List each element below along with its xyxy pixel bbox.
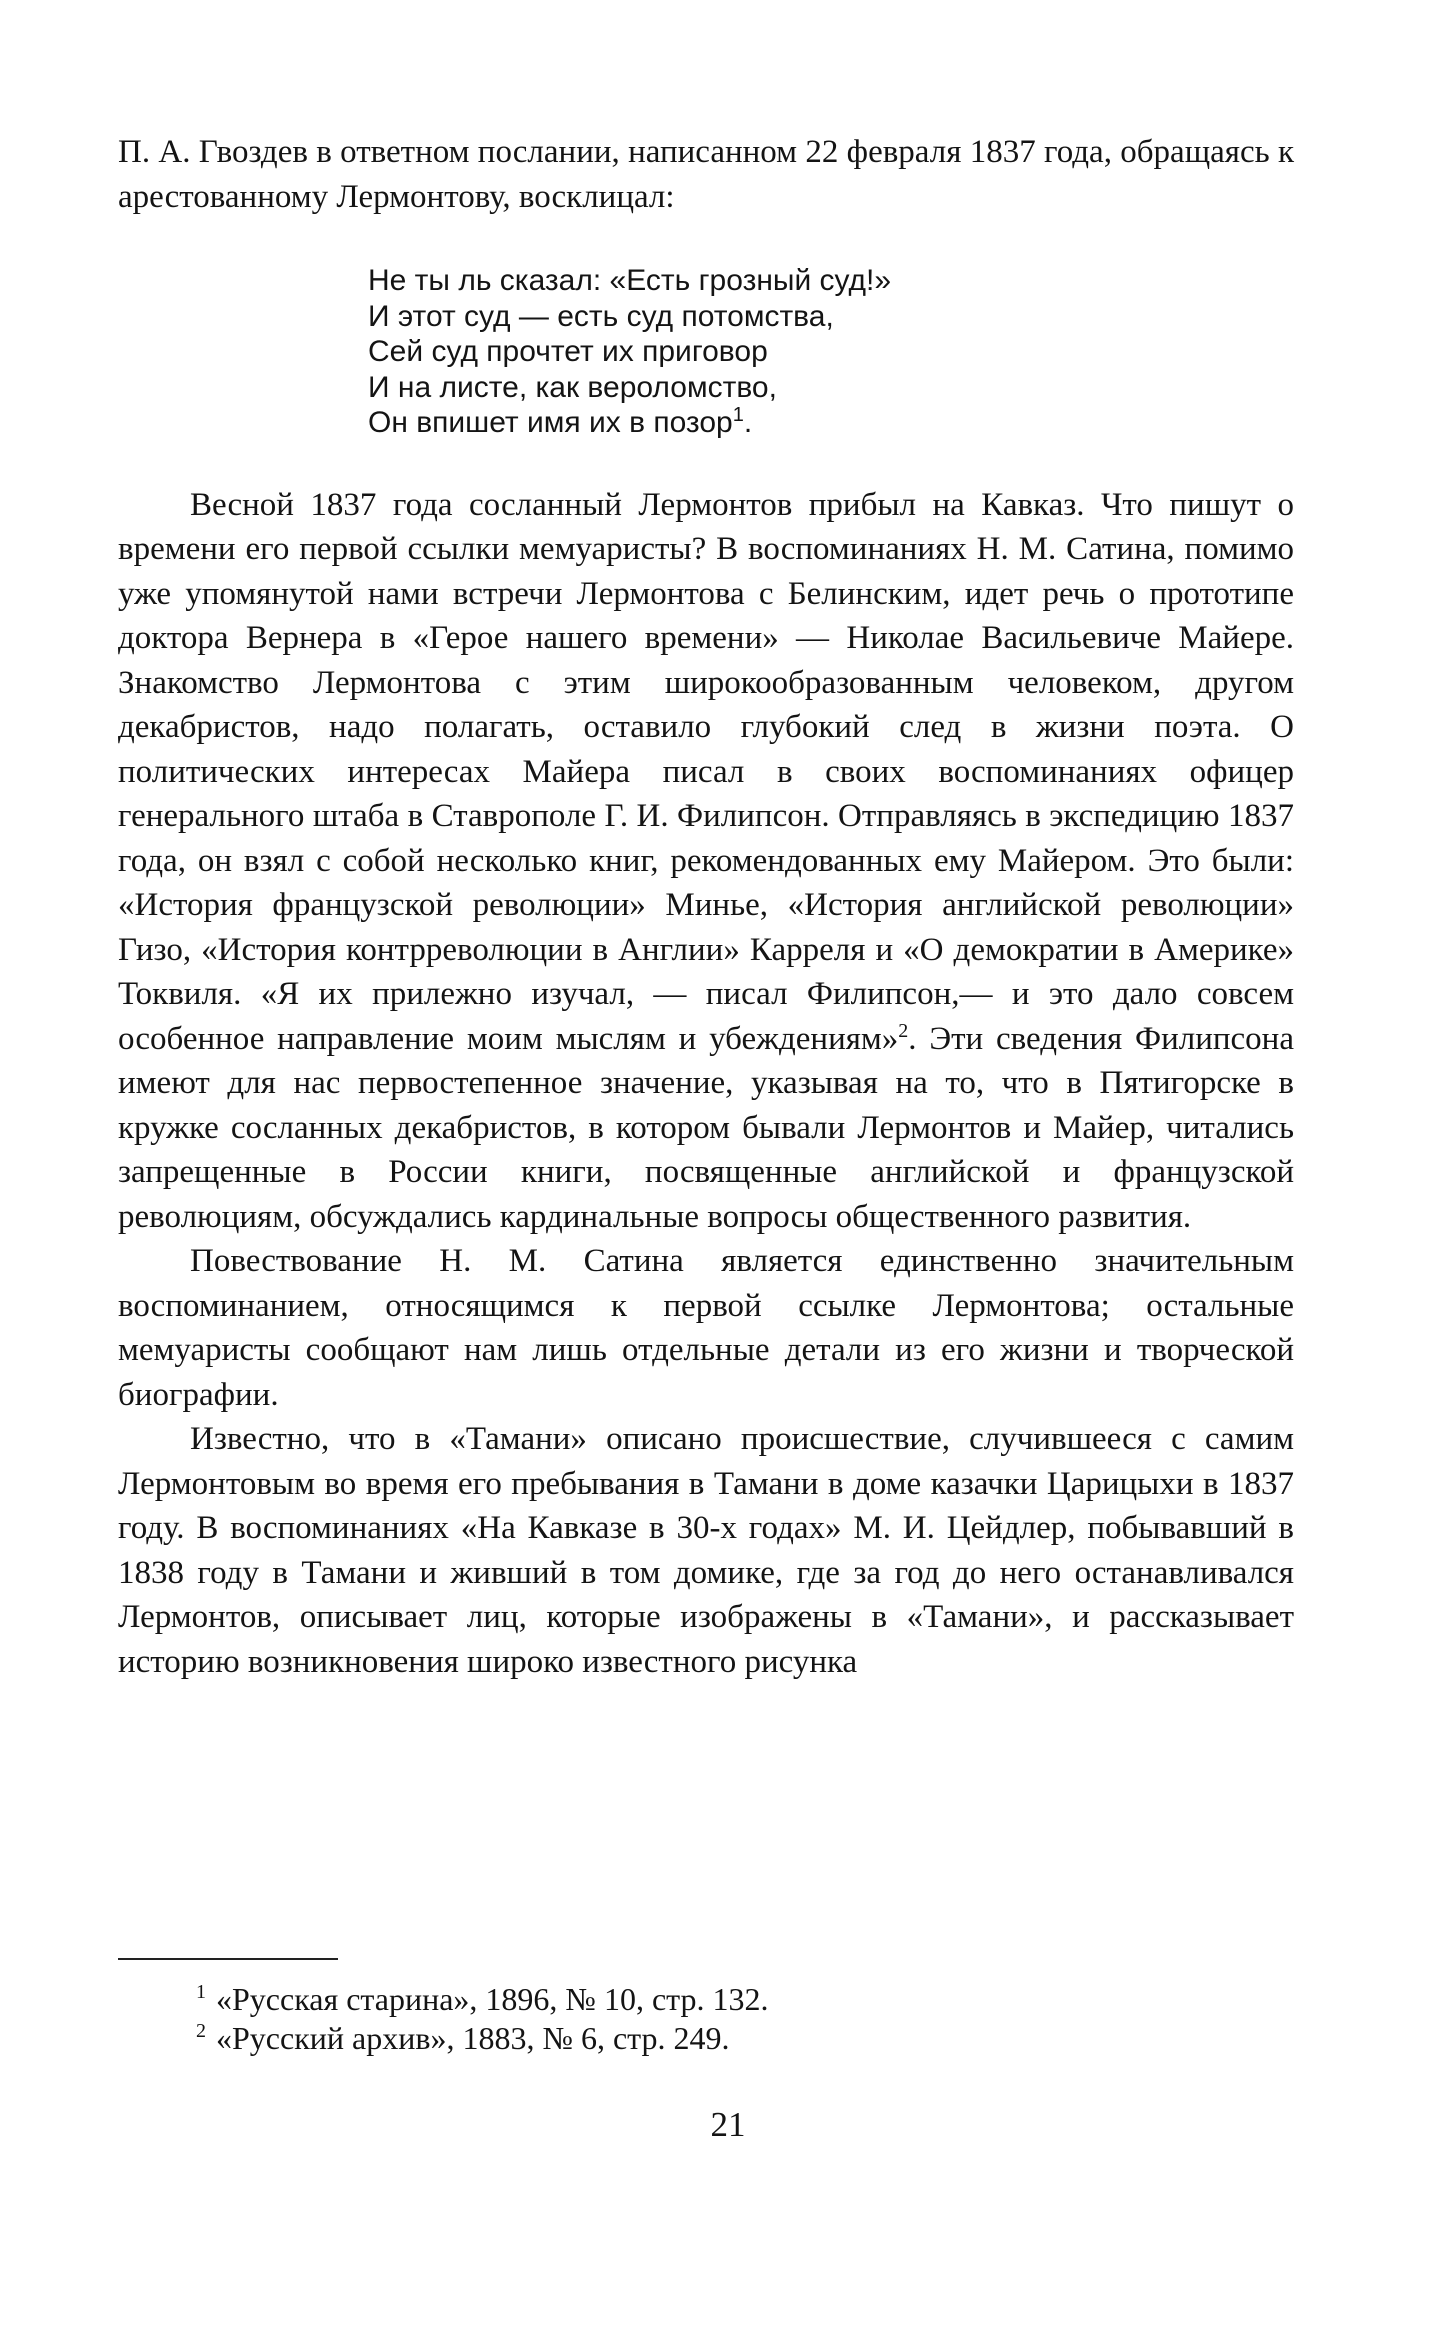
- poem-line: Не ты ль сказал: «Есть грозный суд!»: [368, 264, 892, 297]
- footnote-2: [196, 2019, 1196, 2058]
- page-body: [118, 130, 1294, 1684]
- footnote-mark: 1: [196, 1981, 206, 2004]
- poem-line-last: [368, 405, 1294, 441]
- footnote-text: «Русская старина», 1896, № 10, стр. 132.: [216, 1981, 769, 2017]
- paragraph-exile-continuation: . Эти сведения Филипсона имеют для нас первостепенное значение, указывая на то, что в Пятигорске в кружке сосланных декабристов, в котором бывали Лермонтов и Майер, читались запрещенные в России книги, посвященные английской и французской революциям, обсуждались кардинальные вопросы общественного развития.: [118, 1020, 1294, 1235]
- paragraph-exile: [118, 483, 1294, 1240]
- footnote-text: «Русский архив», 1883, № 6, стр. 249.: [216, 2020, 730, 2056]
- footnotes: [196, 1980, 1196, 2058]
- footnote-1: [196, 1980, 1196, 2019]
- paragraph-intro: [118, 130, 1294, 219]
- poem-end-punctuation: .: [743, 406, 753, 439]
- paragraph-exile-text: Весной 1837 года сосланный Лермонтов прибыл на Кавказ. Что пишут о времени его первой ссылки мемуаристы? В воспоминаниях Н. М. Сатина, помимо уже упомянутой нами встречи Лермонтова с Белинским, идет речь о прототипе доктора Вернера в «Герое нашего времени» — Николае Васильевиче Майере. Знакомство Лермонтова с этим широкообразованным человеком, другом декабристов, надо полагать, оставило глубокий след в жизни поэта. О политических интересах Майера писал в своих воспоминаниях офицер генерального штаба в Ставрополе Г. И. Филипсон. Отправляясь в экспедицию 1837 года, он взял с собой несколько книг, рекомендованных ему Майером. Это были: «История французской революции» Минье, «История английской революции» Гизо, «История контрреволюции в Англии» Карреля и «О демократии в Америке» Токвиля. «Я их прилежно изучал, — писал Филипсон,— и это дало совсем особенное направление моим мыслям и убеждениям»: [118, 486, 1294, 1057]
- paragraph-intro-text: П. А. Гвоздев в ответном послании, написанном 22 февраля 1837 года, обращаясь к арестованному Лермонтову, восклицал:: [118, 134, 1294, 215]
- paragraph-satin-text: Повествование Н. М. Сатина является единственно значительным воспоминанием, относящимся к первой ссылке Лермонтова; остальные мемуаристы сообщают нам лишь отдельные детали из его жизни и творческой биографии.: [118, 1243, 1294, 1413]
- page-number: 21: [710, 2105, 746, 2144]
- footnote-mark: 2: [196, 2020, 206, 2043]
- footnote-ref: 2: [898, 1019, 909, 1042]
- footnote-divider: [118, 1958, 338, 1960]
- poem-line: И этот суд — есть суд потомства,: [368, 299, 834, 333]
- paragraph-taman-text: Известно, что в «Тамани» описано происшествие, случившееся с самим Лермонтовым во время его пребывания в Тамани в доме казачки Царицыхи в 1837 году. В воспоминаниях «На Кавказе в 30-х годах» М. И. Цейдлер, побывавший в 1838 году в Тамани и живший в том домике, где за год до него останавливался Лермонтов, описывает лиц, которые изображены в «Тамани», и рассказывает историю возникновения широко известного рисунка: [118, 1421, 1294, 1680]
- poem-line-text: Он впишет имя их в позор: [368, 406, 733, 439]
- paragraph-taman: [118, 1417, 1294, 1684]
- poem-line: Сей суд прочтет их приговор: [368, 335, 768, 368]
- poem-line: И на листе, как вероломство,: [368, 370, 777, 404]
- footnote-ref: 1: [732, 404, 744, 426]
- poem-quote: [368, 263, 1294, 441]
- paragraph-satin: [118, 1239, 1294, 1417]
